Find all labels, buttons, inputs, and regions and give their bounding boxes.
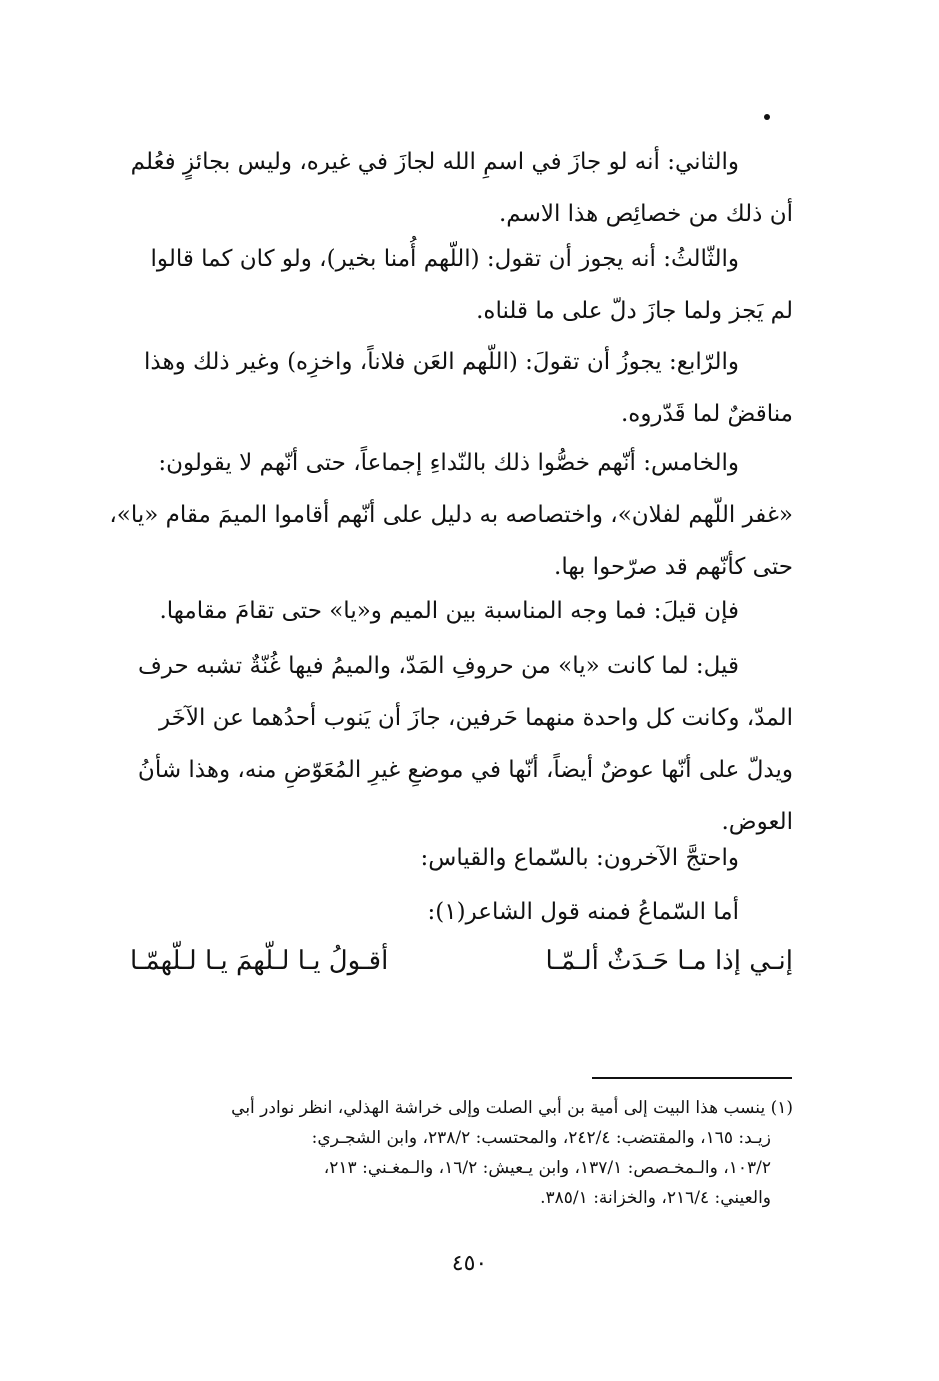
footnote-divider: [592, 1077, 792, 1079]
footnote-line: ١٠٣/٢، والـمخـصص: ١٣٧/١، وابن يـعيش: ١٦/٢، والـمغـني: ٢١٣،: [323, 1158, 771, 1178]
ink-dot: [764, 114, 770, 120]
paragraph-third: [95, 233, 793, 337]
text-line: والخامس: أنّهم خصُّوا ذلك بالنّداءِ إجماعاً، حتى أنّهم لا يقولون:: [158, 450, 739, 476]
text-line: فإن قيلَ: فما وجه المناسبة بين الميم و«يا» حتى تقامَ مقامها.: [159, 598, 739, 624]
text-line: أن ذلك من خصائِص هذا الاسم.: [498, 201, 793, 227]
paragraph-second: [95, 136, 793, 240]
verse-first-hemistich: إنـي إذا مـا حَـدَثٌ ألـمّـا: [545, 946, 793, 976]
text-line: والرّابع: يجوزُ أن تقولَ: (اللّهم العَن فلاناً، واخزِه) وغير ذلك وهذا: [144, 349, 739, 375]
text-line: والثّالثُ: أنه يجوز أن تقول: (اللّهم أُمنا بخير)، ولو كان كما قالوا: [150, 246, 739, 272]
text-line: مناقضٌ لما قَدّروه.: [620, 401, 793, 427]
verse-second-hemistich: أقـولُ يـا لـلّهمَ يـا لـلّهمّـا: [130, 946, 389, 976]
text-line: العوض.: [721, 809, 793, 835]
paragraph-fourth: [95, 336, 793, 440]
text-line: واحتجَّ الآخرون: بالسّماع والقياس:: [420, 845, 739, 871]
paragraph-answer: [95, 640, 793, 848]
text-line: لم يَجز ولما جازَ دلّ على ما قلناه.: [476, 298, 793, 324]
text-line: أما السّماعُ فمنه قول الشاعر(١):: [427, 899, 739, 925]
paragraph-hearing: [95, 886, 793, 938]
paragraph-question: [95, 585, 793, 637]
poetry-verse: [120, 935, 793, 987]
footnote-line: والعيني: ٢١٦/٤، والخزانة: ٣٨٥/١.: [540, 1188, 771, 1208]
text-line: ويدلّ على أنّها عوضٌ أيضاً، أنّها في موضعِ غيرِ المُعَوّضِ منه، وهذا شأنُ: [137, 757, 793, 783]
footnote-line: زيـد: ١٦٥، والمقتضب: ٢٤٢/٤، والمحتسب: ٢٣٨/٢، وابن الشجـري:: [311, 1128, 771, 1148]
text-line: قيل: لما كانت «يا» من حروفِ المَدّ، والميمُ فيها غُنّةٌ تشبه حرف: [137, 653, 739, 679]
text-line: والثاني: أنه لو جازَ في اسمِ الله لجازَ في غيره، وليس بجائزٍ فعُلم: [130, 149, 739, 175]
text-line: حتى كأنّهم قد صرّحوا بها.: [554, 554, 793, 580]
text-line: المدّ، وكانت كل واحدة منهما حَرفين، جازَ أن يَنوب أحدُهما عن الآخَر: [158, 705, 793, 731]
text-line: «غفر اللّهم لفلان»، واختصاصه به دليل على أنّهم أقاموا الميمَ مقام «يا»،: [109, 502, 793, 528]
footnote-line: (١) ينسب هذا البيت إلى أمية بن أبي الصلت وإلى خراشة الهذلي، انظر نوادر أبي: [231, 1098, 793, 1118]
paragraph-others: [95, 832, 793, 884]
footnote: [104, 1093, 793, 1213]
page-number: ٤٥٠: [451, 1251, 488, 1276]
paragraph-fifth: [95, 437, 793, 593]
